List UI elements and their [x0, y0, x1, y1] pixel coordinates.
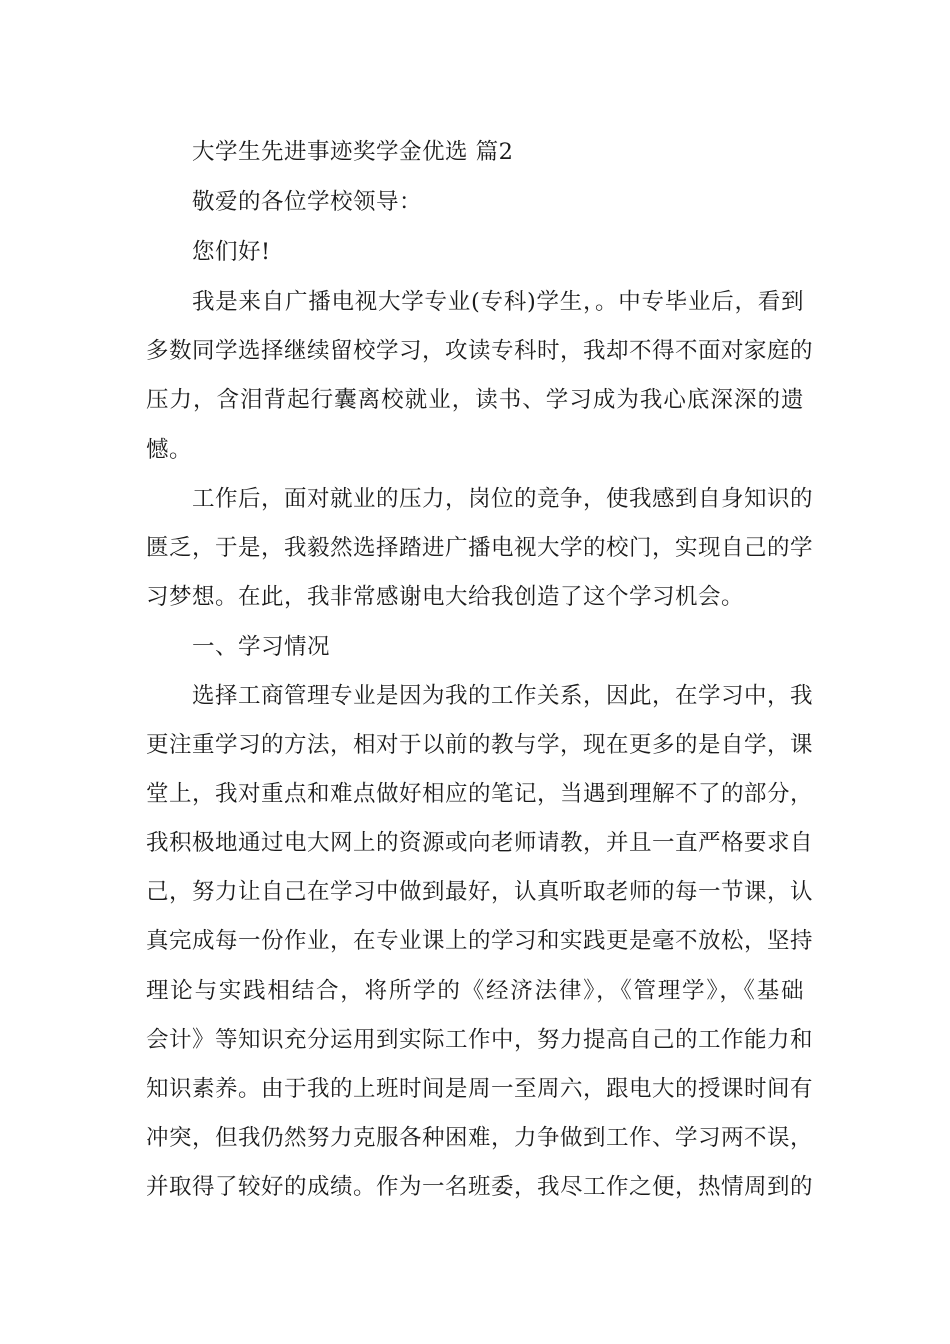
paragraph-line: 更注重学习的方法，相对于以前的教与学，现在更多的是自学，课: [146, 732, 814, 758]
paragraph-line: 真完成每一份作业，在专业课上的学习和实践更是毫不放松，坚持: [146, 928, 814, 954]
paragraph-line: 我是来自广播电视大学专业(专科)学生，。中专毕业后，看到: [192, 289, 804, 315]
paragraph-line: 堂上，我对重点和难点做好相应的笔记，当遇到理解不了的部分，: [146, 781, 814, 807]
paragraph-line: 并取得了较好的成绩。作为一名班委，我尽工作之便，热情周到的: [146, 1174, 814, 1200]
salutation: 敬爱的各位学校领导：: [192, 189, 423, 215]
paragraph-line: 理论与实践相结合，将所学的《经济法律》，《管理学》，《基础: [146, 978, 804, 1004]
section-heading: 一、学习情况: [192, 634, 331, 660]
paragraph-line: 会计》等知识充分运用到实际工作中，努力提高自己的工作能力和: [146, 1027, 814, 1053]
paragraph-line: 冲突，但我仍然努力克服各种困难，力争做到工作、学习两不误，: [146, 1125, 814, 1151]
paragraph-line: 多数同学选择继续留校学习，攻读专科时，我却不得不面对家庭的: [146, 338, 814, 364]
paragraph-line: 习梦想。在此，我非常感谢电大给我创造了这个学习机会。: [146, 584, 745, 610]
paragraph-line: 匮乏，于是，我毅然选择踏进广播电视大学的校门，实现自己的学: [146, 535, 814, 561]
paragraph-line: 憾。: [146, 437, 193, 463]
greeting: 您们好!: [192, 239, 271, 265]
paragraph-line: 我积极地通过电大网上的资源或向老师请教，并且一直严格要求自: [146, 830, 814, 856]
paragraph-line: 压力，含泪背起行囊离校就业，读书、学习成为我心底深深的遗: [146, 387, 804, 413]
paragraph-line: 知识素养。由于我的上班时间是周一至周六，跟电大的授课时间有: [146, 1076, 814, 1102]
paragraph-line: 己，努力让自己在学习中做到最好，认真听取老师的每一节课，认: [146, 879, 814, 905]
paragraph-line: 选择工商管理专业是因为我的工作关系，因此，在学习中，我: [192, 683, 814, 709]
paragraph-line: 工作后，面对就业的压力，岗位的竞争，使我感到自身知识的: [192, 486, 814, 512]
document-title: 大学生先进事迹奖学金优选 篇2: [192, 139, 514, 165]
